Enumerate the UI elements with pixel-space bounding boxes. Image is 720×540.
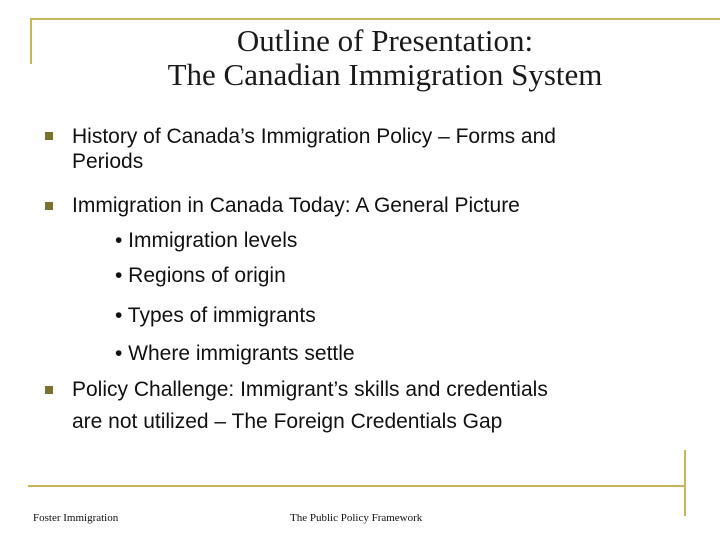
sub-item-1: • Immigration levels xyxy=(115,229,298,252)
list-item-1-line-1: History of Canada’s Immigration Policy – Forms and xyxy=(72,125,556,148)
bullet-icon xyxy=(45,132,53,140)
list-item-2-line-1: Immigration in Canada Today: A General Picture xyxy=(72,194,520,217)
title-line-2: The Canadian Immigration System xyxy=(167,57,603,92)
frame-bottom-line xyxy=(28,485,686,487)
list-item-1-line-2: Periods xyxy=(72,150,144,173)
sub-item-4: • Where immigrants settle xyxy=(115,342,355,365)
title-line-1: Outline of Presentation: xyxy=(236,23,534,58)
footer-left: Foster Immigration xyxy=(33,512,119,524)
footer-center: The Public Policy Framework xyxy=(290,512,423,524)
sub-item-2: • Regions of origin xyxy=(115,264,286,287)
list-item-3-line-2: are not utilized – The Foreign Credentials Gap xyxy=(72,410,503,433)
sub-item-3: • Types of immigrants xyxy=(115,304,316,327)
bullet-icon xyxy=(45,386,53,394)
bullet-icon xyxy=(45,202,53,210)
list-item-3-line-1: Policy Challenge: Immigrant’s skills and credentials xyxy=(72,378,548,401)
